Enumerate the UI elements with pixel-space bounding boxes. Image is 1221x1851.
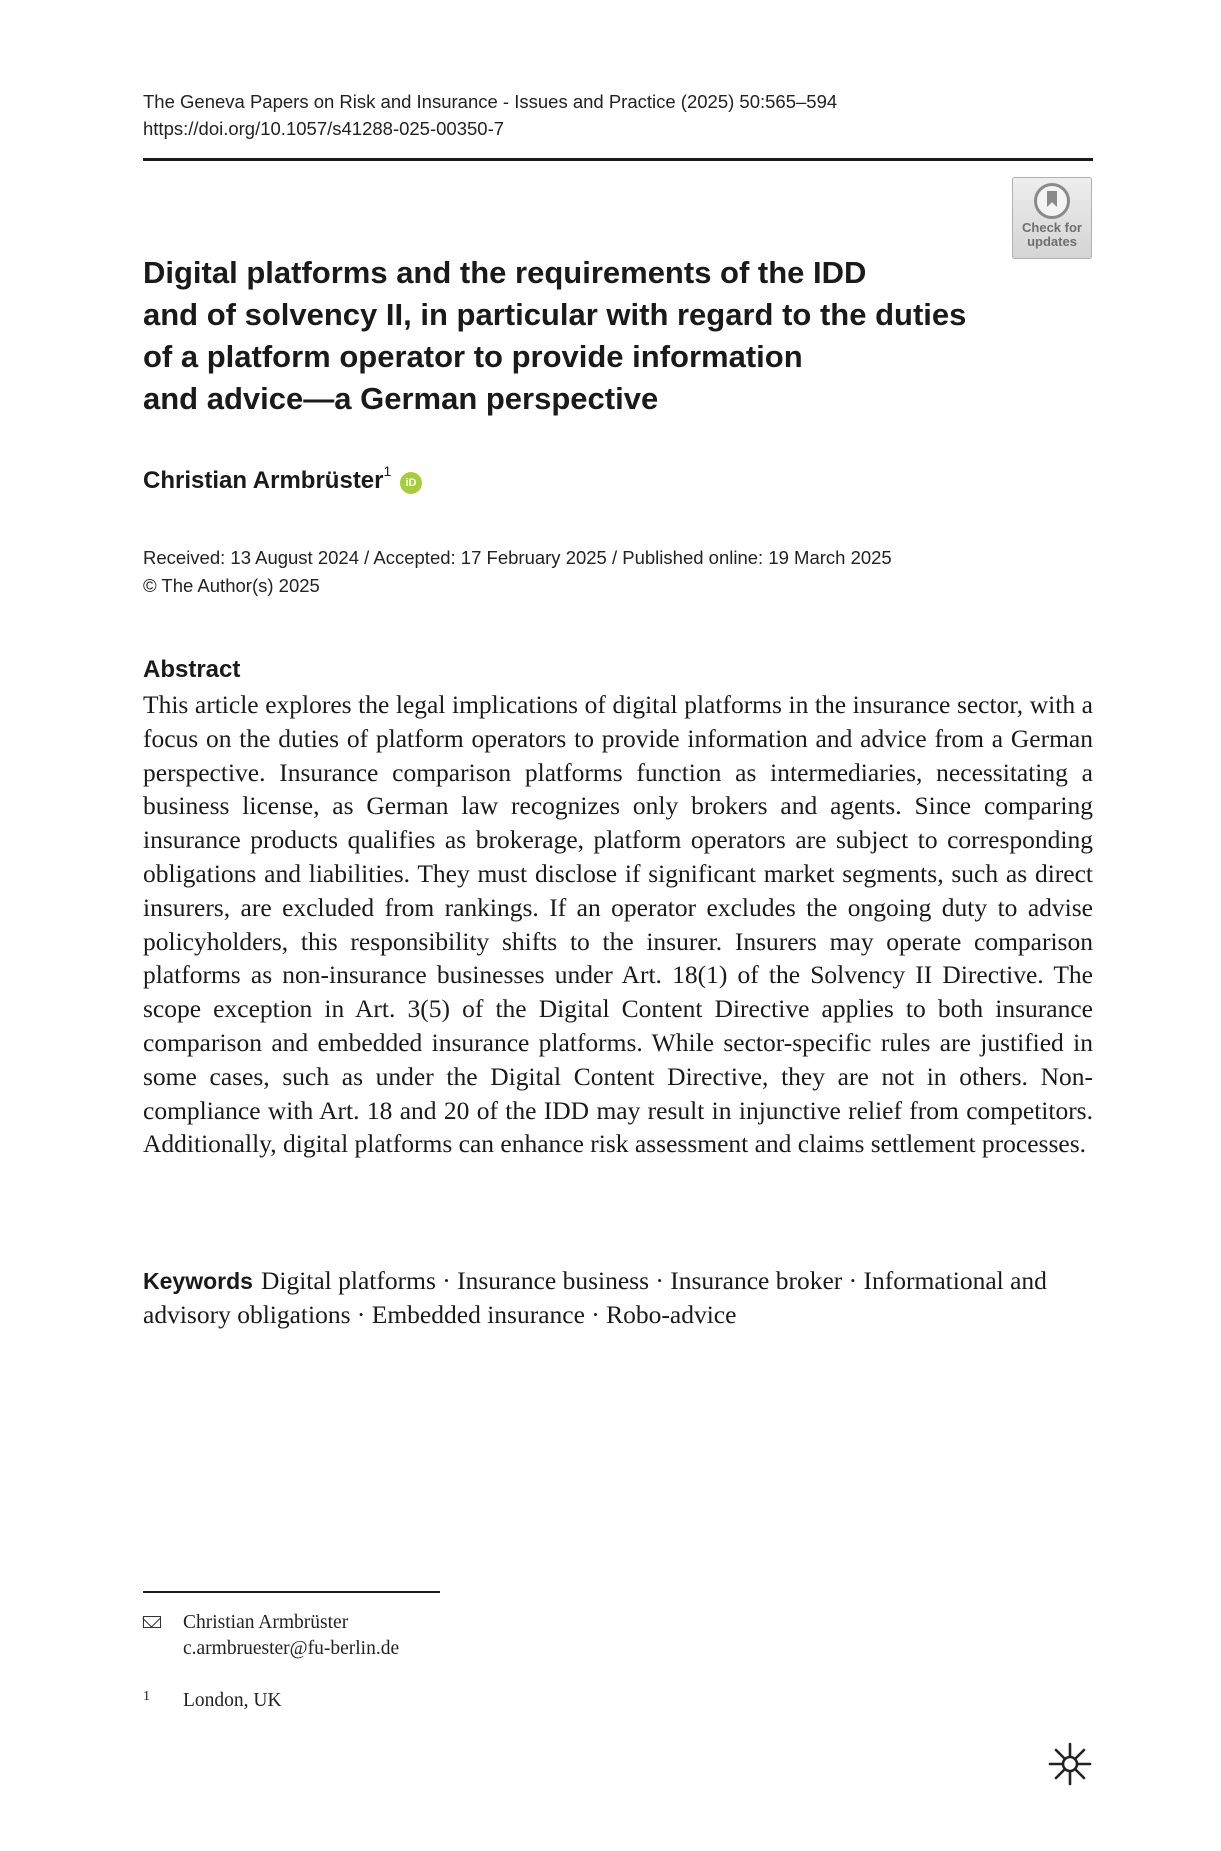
publication-dates xyxy=(143,544,892,600)
orcid-icon[interactable]: iD xyxy=(400,472,422,494)
author-name[interactable]: Christian Armbrüster xyxy=(143,467,384,494)
title-line-4: and advice—a German perspective xyxy=(143,381,659,416)
keywords-label: Keywords xyxy=(143,1268,253,1294)
article-title xyxy=(143,252,1003,420)
affiliation-footnote-mark: 1 xyxy=(143,1689,150,1704)
author-line xyxy=(143,463,422,495)
affiliation-mark: 1 xyxy=(383,463,392,479)
history-dates: Received: 13 August 2024 / Accepted: 17 February 2025 / Published online: 19 March 2025 xyxy=(143,547,892,568)
check-for-updates-button[interactable] xyxy=(1012,177,1092,259)
keywords xyxy=(143,1264,1093,1332)
copyright: © The Author(s) 2025 xyxy=(143,575,320,596)
doi-link[interactable]: https://doi.org/10.1057/s41288-025-00350-7 xyxy=(143,118,505,139)
abstract-heading: Abstract xyxy=(143,656,241,683)
check-for-updates-label-2: updates xyxy=(1027,234,1077,249)
bookmark-icon xyxy=(1034,183,1070,219)
affiliation: London, UK xyxy=(183,1690,282,1711)
keywords-text: Digital platforms · Insurance business · Insurance broker · Informational and advisory obligations · Embedded insurance · Robo-advice xyxy=(143,1266,1047,1329)
footnote-rule xyxy=(143,1591,440,1593)
check-for-updates-label-1: Check for xyxy=(1022,220,1082,235)
springer-logo-icon xyxy=(1047,1741,1093,1787)
title-line-2: and of solvency II, in particular with regard to the duties xyxy=(143,297,967,332)
envelope-icon xyxy=(143,1616,161,1628)
correspondence-name: Christian Armbrüster xyxy=(183,1612,349,1633)
abstract-text: This article explores the legal implications of digital platforms in the insurance sector, with a focus on the duties of platform operators to provide information and advice from a German perspective. Insurance comparison platforms function as intermediaries, necessitating a business license, as German law recognizes only brokers and agents. Since comparing insurance products qualifies as brokerage, platform operators are subject to corresponding obligations and liabilities. They must disclose if significant market segments, such as direct insurers, are excluded from rankings. If an operator excludes the ongoing duty to advise policyholders, this responsibility shifts to the insurer. Insurers may operate comparison platforms as non-insurance businesses under Art. 18(1) of the Solvency II Directive. The scope exception in Art. 3(5) of the Digital Content Directive applies to both insurance comparison and embedded insurance platforms. While sector-specific rules are justified in some cases, such as under the Digital Content Directive, they are not in others. Non-compliance with Art. 18 and 20 of the IDD may result in injunctive relief from competitors. Additionally, digital platforms can enhance risk assessment and claims settlement processes. xyxy=(143,690,1093,1159)
title-line-1: Digital platforms and the requirements of the IDD xyxy=(143,255,867,290)
journal-citation: The Geneva Papers on Risk and Insurance - Issues and Practice (2025) 50:565–594 xyxy=(143,91,838,112)
header-rule xyxy=(143,158,1093,161)
journal-header xyxy=(143,88,837,142)
correspondence-email[interactable]: c.armbruester@fu-berlin.de xyxy=(183,1638,400,1659)
title-line-3: of a platform operator to provide information xyxy=(143,339,803,374)
